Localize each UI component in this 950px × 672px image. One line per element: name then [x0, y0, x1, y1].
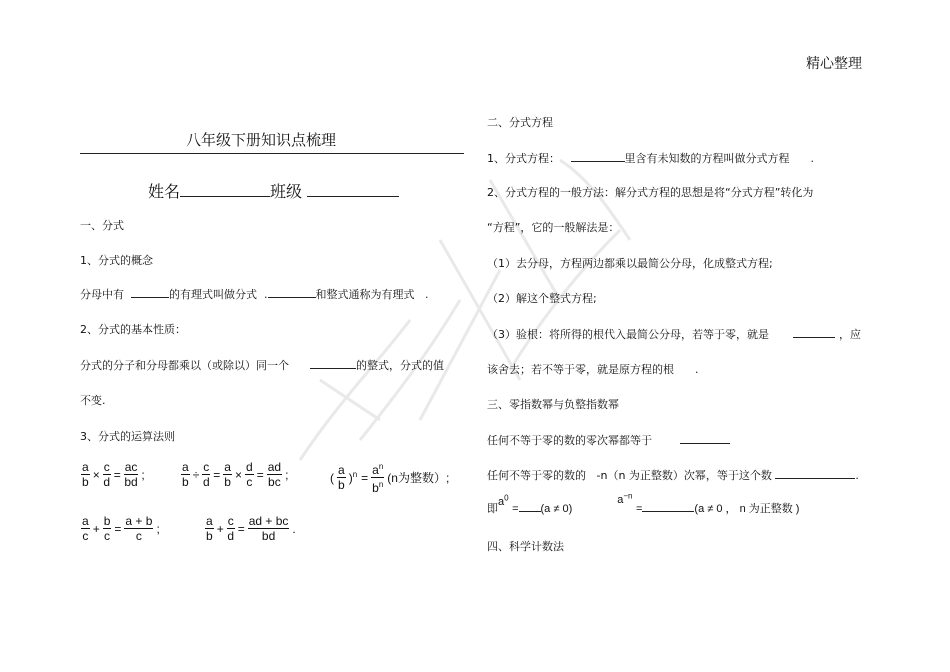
text-segment: 分母中有 [80, 288, 124, 301]
text-segment: 任何不等于零的数的零次幂都等于 [487, 434, 652, 447]
text-segment: -n（n 为正整数）次幂，等于这个数 [596, 469, 772, 482]
separator: ; [141, 467, 145, 482]
fraction: $\frac{ad}{bc}$ [267, 460, 282, 489]
section-2-heading: 二、分式方程 [487, 116, 553, 129]
formula-add-diff [204, 514, 298, 543]
subsection-1-3: 3、分式的运算法则 [80, 430, 175, 443]
fraction: $\frac{a}{c}$ [82, 514, 89, 543]
section-4-heading: 四、科学计数法 [487, 540, 564, 553]
fraction: $\frac{c}{d}$ [103, 460, 111, 489]
text-segment: . [264, 288, 268, 301]
paren: )$^n$ [348, 470, 358, 485]
right-line-7 [487, 361, 698, 377]
text-segment: . [425, 288, 429, 301]
plus-symbol: + [92, 521, 100, 536]
subsection-1-1: 1、分式的概念 [80, 254, 153, 267]
blank[interactable] [680, 432, 730, 444]
paren: ( [330, 470, 334, 485]
name-label: 姓名 [148, 182, 181, 201]
equals-symbol: = [113, 467, 121, 482]
text-segment: ，应 [838, 328, 861, 341]
equals-symbol: = [635, 503, 643, 515]
text-segment: 的整式，分式的值 [355, 359, 444, 372]
blank[interactable] [268, 286, 316, 298]
text-segment: 该舍去；若不等于零，就是原方程的根 [487, 363, 674, 376]
formula-multiply [80, 460, 147, 489]
name-blank[interactable] [180, 182, 270, 197]
condition: (a ≠ 0) [540, 503, 573, 515]
separator: . [292, 521, 296, 536]
right-line-6 [487, 326, 861, 342]
section-3-heading: 三、零指数幂与负整指数幂 [487, 398, 619, 411]
text-segment: （3）验根：将所得的根代入最简公分母，若等于零，就是 [487, 328, 769, 341]
text-segment: 1、分式方程： [487, 152, 560, 165]
right-line-2: 2、分式方程的一般方法：解分式方程的思想是将“分式方程”转化为 [487, 186, 814, 199]
fraction: $\frac{a}{b}$ [182, 460, 189, 489]
note: (n为整数）; [387, 471, 450, 485]
divide-symbol: ÷ [192, 467, 200, 482]
times-symbol: × [234, 467, 242, 482]
text-segment: 任何不等于零的数的 [487, 469, 586, 482]
fraction-concept-line [80, 286, 429, 302]
equals-symbol: = [256, 467, 264, 482]
right-line-5: （2）解这个整式方程; [487, 292, 597, 305]
subsection-1-2: 2、分式的基本性质： [80, 323, 186, 336]
section-1-heading: 一、分式 [80, 219, 124, 232]
text-segment: . [855, 469, 859, 482]
equals-symbol: = [512, 503, 519, 515]
fraction: $\frac{a}{b}$ [82, 460, 89, 489]
formula-power [328, 460, 451, 495]
condition: (a ≠ 0 ， n 为正整数 ) [694, 503, 800, 515]
blank[interactable] [310, 357, 356, 369]
right-line-10 [487, 491, 800, 516]
power-base: $a^0$ [498, 493, 509, 508]
right-line-4: （1）去分母，方程两边都乘以最简公分母，化成整式方程; [487, 257, 773, 270]
fraction: $\frac{c}{d}$ [227, 514, 235, 543]
fraction: $\frac{a^n}{b^n}$ [372, 462, 384, 495]
text-segment: 即 [487, 502, 498, 515]
header-right-text: 精心整理 [806, 56, 862, 72]
power-base-neg: $a^{-n}$ [617, 491, 633, 506]
blank[interactable] [793, 326, 835, 338]
fraction: $\frac{b}{c}$ [103, 514, 111, 543]
title-rule [80, 153, 464, 154]
equals-symbol: = [114, 521, 122, 536]
fraction: $\frac{d}{c}$ [246, 460, 253, 489]
right-line-8 [487, 432, 730, 448]
blank[interactable] [131, 286, 169, 298]
blank[interactable] [519, 500, 541, 512]
text-segment: 里含有未知数的方程叫做分式方程 [624, 152, 790, 165]
separator: ; [285, 467, 289, 482]
blank[interactable] [642, 500, 694, 512]
page-title: 八年级下册知识点梳理 [186, 131, 337, 149]
equals-symbol: = [237, 521, 245, 536]
name-class-line [148, 179, 399, 202]
text-segment: . [694, 363, 699, 376]
text-segment: 和整式通称为有理式 [315, 288, 415, 301]
blank[interactable] [775, 467, 855, 479]
fraction: $\frac{ac}{bd}$ [124, 460, 138, 489]
times-symbol: × [92, 467, 100, 482]
basic-property-line-a [80, 357, 444, 373]
fraction: $\frac{c}{d}$ [202, 460, 210, 489]
right-line-9 [487, 467, 859, 483]
class-blank[interactable] [307, 182, 399, 197]
right-line-3: “方程”，它的一般解法是： [487, 221, 620, 234]
fraction: $\frac{a}{b}$ [224, 460, 231, 489]
right-line-1 [487, 150, 814, 166]
fraction: $\frac{a}{b}$ [206, 514, 213, 543]
fraction: $\frac{a}{b}$ [338, 463, 345, 492]
formula-add-same [80, 514, 162, 543]
text-segment: . [810, 152, 814, 165]
text-segment: 分式的分子和分母都乘以（或除以）同一个 [80, 359, 289, 372]
class-label: 班级 [270, 182, 303, 201]
basic-property-line-b: 不变. [80, 394, 106, 407]
formula-divide [180, 460, 290, 489]
blank[interactable] [571, 150, 625, 162]
equals-symbol: = [213, 467, 221, 482]
separator: ; [156, 521, 160, 536]
plus-symbol: + [216, 521, 224, 536]
text-segment: 的有理式叫做分式 [169, 288, 257, 301]
fraction: $\frac{a + b}{c}$ [125, 514, 153, 543]
fraction: $\frac{ad + bc}{bd}$ [248, 514, 289, 543]
equals-symbol: = [361, 470, 369, 485]
